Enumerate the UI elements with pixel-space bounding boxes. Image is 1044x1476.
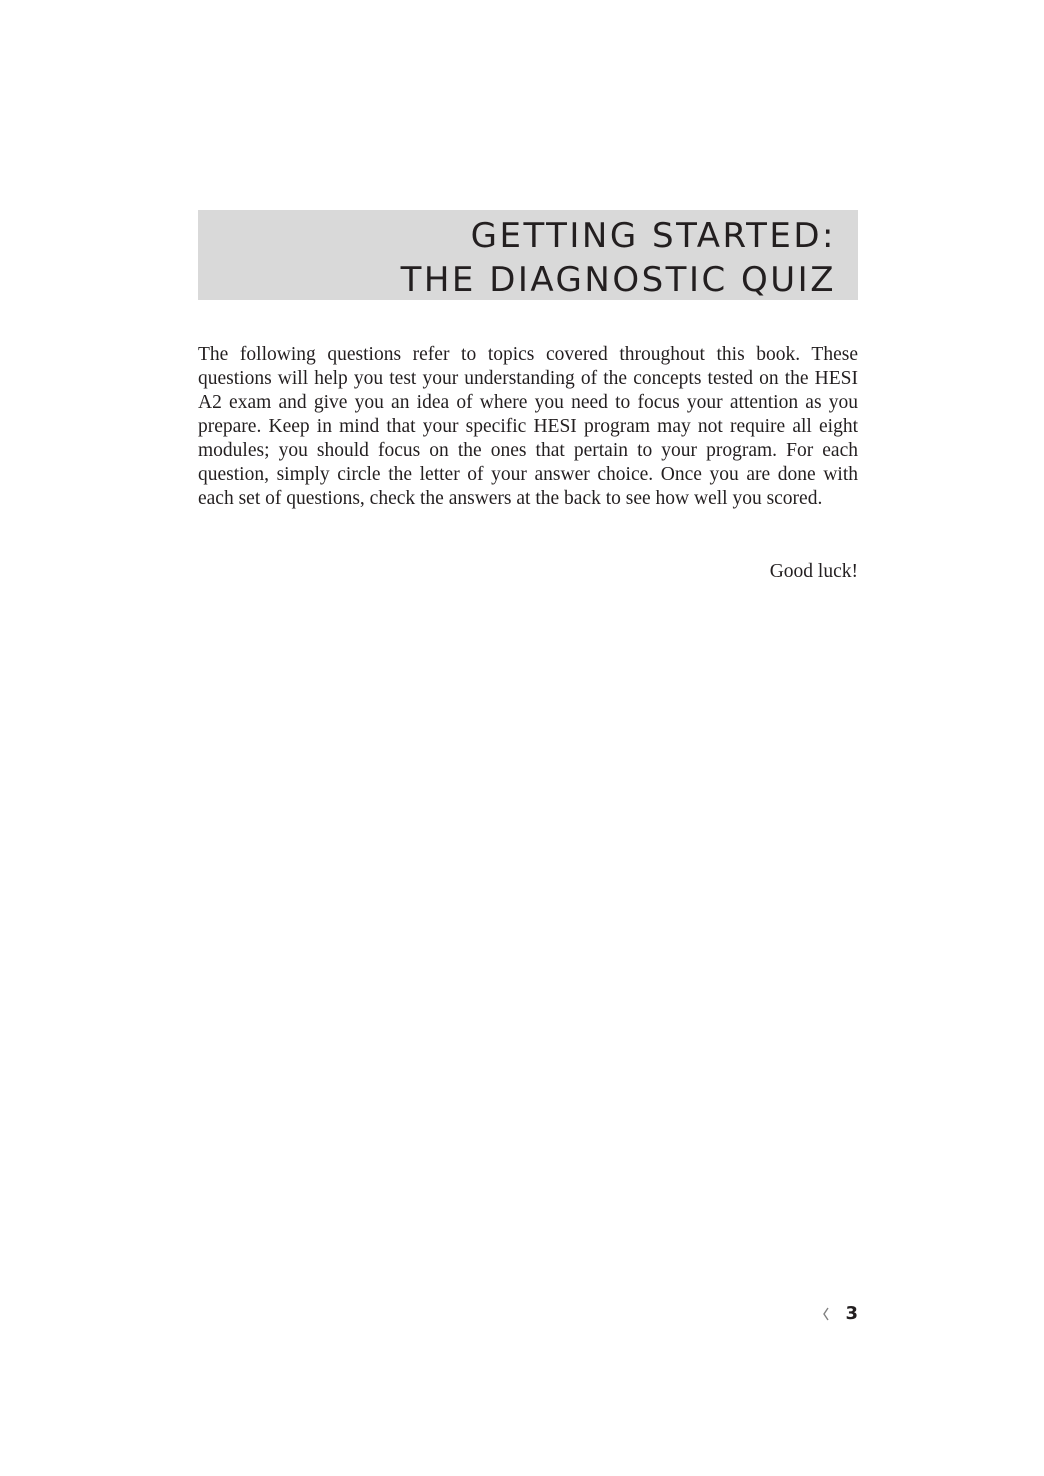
intro-paragraph: The following questions refer to topics covered throughout this book. These questions will help you test your understanding of the concepts tested on the HESI A2 exam and give you an idea of where you need to focus your attention as you prepare. Keep in mind that your specific HESI program may not require all eight modules; you should focus on the ones that pertain to your program. For each question, simply circle the letter of your answer choice. Once you are done with each set of questions, check the answers at the back to see how well you scored.	[198, 344, 858, 509]
signoff-text: Good luck!	[769, 561, 858, 582]
chapter-title-line-1: GETTING STARTED:	[470, 216, 836, 256]
page-footer	[821, 1303, 858, 1324]
chevron-left-icon	[821, 1306, 831, 1322]
chapter-title-line-2: THE DIAGNOSTIC QUIZ	[400, 260, 836, 300]
page-number: 3	[845, 1303, 858, 1324]
chapter-title-band	[198, 210, 858, 300]
